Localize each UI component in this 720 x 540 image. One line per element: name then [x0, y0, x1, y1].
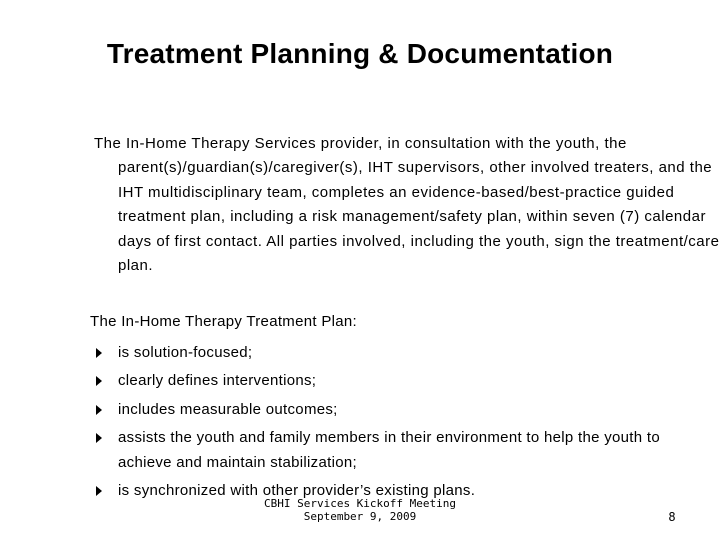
triangle-bullet-icon — [96, 376, 102, 386]
triangle-bullet-icon — [96, 348, 102, 358]
bullet-list — [94, 341, 714, 507]
footer — [230, 497, 490, 523]
list-item — [94, 369, 714, 393]
list-item-text: includes measurable outcomes; — [118, 400, 338, 418]
list-item — [94, 341, 714, 365]
list-item-text: assists the youth and family members in their environment to help the youth to achieve and maintain stabilization; — [118, 429, 660, 471]
list-item-text: is solution-focused; — [118, 344, 253, 361]
list-intro: The In-Home Therapy Treatment Plan: — [90, 313, 358, 330]
page-number: 8 — [668, 510, 676, 524]
slide-title: Treatment Planning & Documentation — [106, 38, 614, 69]
triangle-bullet-icon — [96, 486, 102, 496]
triangle-bullet-icon — [96, 433, 102, 443]
footer-event-name: CBHI Services Kickoff Meeting — [263, 497, 457, 510]
list-item — [94, 398, 714, 422]
list-item-text: is synchronized with other provider’s existing plans. — [118, 482, 476, 500]
footer-date: September 9, 2009 — [303, 510, 417, 523]
list-item — [94, 426, 714, 475]
list-item-text: clearly defines interventions; — [118, 372, 317, 390]
triangle-bullet-icon — [96, 405, 102, 415]
body-paragraph: The In-Home Therapy Services provider, in consultation with the youth, the parent(s)/guardian(s)/caregiver(s), IHT supervisors, other involved treaters, and the IHT multidisciplinary team, completes an evidence-based/best-practice guided treatment plan, including a risk management/safety plan, within seven (7) calendar days of first contact. All parties involved, including the youth, sign the treatment/care plan. — [94, 135, 720, 275]
